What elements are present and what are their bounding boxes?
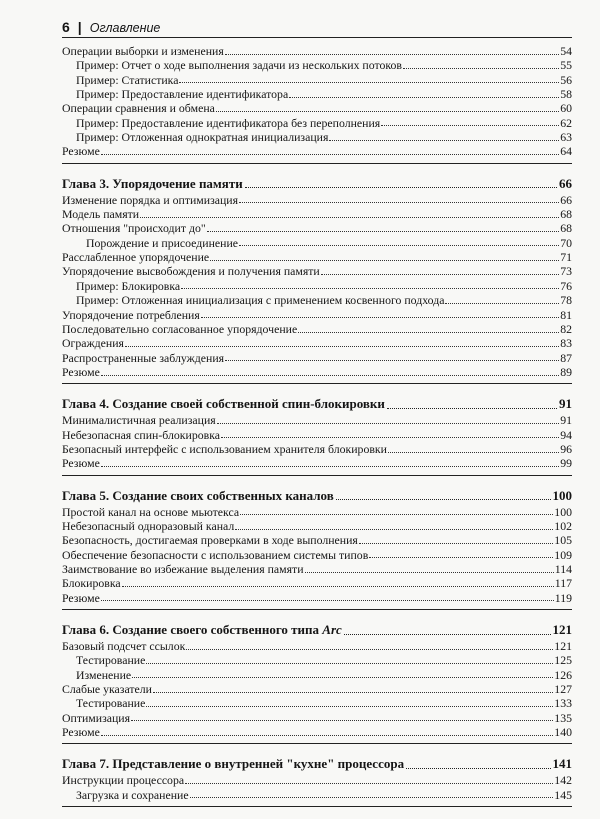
- toc-entry-page-number: 145: [554, 787, 572, 802]
- toc-entry-title: Ограждения: [62, 336, 124, 351]
- dot-leader: [216, 111, 559, 112]
- dot-leader: [298, 332, 559, 333]
- chapter-heading[interactable]: [62, 176, 572, 192]
- toc-entry-title: Резюме: [62, 364, 100, 379]
- toc-entry[interactable]: [62, 264, 572, 278]
- chapter-page-number: 66: [559, 175, 572, 191]
- toc-entry-page-number: 54: [560, 44, 572, 58]
- toc-entry[interactable]: [62, 116, 572, 130]
- toc-entry-title: Тестирование: [76, 696, 146, 711]
- dot-leader: [387, 408, 557, 409]
- toc-entry-page-number: 91: [560, 413, 572, 428]
- toc-entry[interactable]: [62, 87, 572, 101]
- toc-section: [62, 176, 572, 384]
- toc-entry-title: Базовый подсчет ссылок: [62, 639, 186, 653]
- toc-entry-title: Операции сравнения и обмена: [62, 101, 215, 116]
- toc-entry[interactable]: [62, 365, 572, 379]
- toc-entry-page-number: 94: [560, 427, 572, 442]
- toc-section: [62, 756, 572, 807]
- toc-entry-title: Минималистичная реализация: [62, 413, 216, 428]
- toc-entry-page-number: 62: [560, 115, 572, 130]
- toc-entry-title: Резюме: [62, 725, 100, 740]
- dot-leader: [101, 375, 559, 376]
- toc-entry[interactable]: [62, 101, 572, 115]
- toc-entry[interactable]: [62, 44, 572, 58]
- toc-entry[interactable]: [62, 351, 572, 365]
- dot-leader: [181, 288, 559, 289]
- toc-entry-page-number: 89: [560, 364, 572, 379]
- toc-entry-title: Резюме: [62, 590, 100, 605]
- dot-leader: [146, 663, 553, 664]
- toc-entry[interactable]: [62, 548, 572, 562]
- toc-section: [62, 622, 572, 744]
- toc-entry-page-number: 70: [560, 235, 572, 250]
- dot-leader: [369, 557, 553, 558]
- toc-entry-title: Обеспечение безопасности с использованием системы типов: [62, 547, 369, 562]
- toc-entry-page-number: 96: [560, 441, 572, 456]
- toc-entry[interactable]: [62, 519, 572, 533]
- toc-entry-page-number: 78: [560, 293, 572, 308]
- toc-entry[interactable]: [62, 788, 572, 802]
- toc-entry[interactable]: [62, 236, 572, 250]
- toc-entry-page-number: 82: [560, 321, 572, 336]
- dot-leader: [221, 437, 559, 438]
- toc-entry[interactable]: [62, 725, 572, 739]
- dot-leader: [359, 543, 553, 544]
- dot-leader: [329, 140, 559, 141]
- toc-entry-page-number: 56: [560, 72, 572, 87]
- toc-entry-page-number: 99: [560, 456, 572, 471]
- toc-entry[interactable]: [62, 773, 572, 787]
- dot-leader: [101, 154, 559, 155]
- toc-entry-title: Операции выборки и изменения: [62, 44, 224, 58]
- chapter-heading[interactable]: [62, 622, 572, 638]
- toc-entry[interactable]: [62, 456, 572, 470]
- toc-entry-page-number: 58: [560, 87, 572, 102]
- toc-entry[interactable]: [62, 279, 572, 293]
- toc-entry[interactable]: [62, 293, 572, 307]
- toc-entry[interactable]: [62, 336, 572, 350]
- chapter-title: Глава 6. Создание своего собственного типа: [62, 622, 320, 637]
- toc-entry[interactable]: [62, 250, 572, 264]
- chapter-page-number: 91: [559, 396, 572, 412]
- toc-entry[interactable]: [62, 562, 572, 576]
- toc-entry-page-number: 127: [554, 682, 572, 697]
- dot-leader: [153, 692, 553, 693]
- toc-entry-page-number: 114: [554, 561, 572, 576]
- dot-leader: [179, 82, 559, 83]
- dot-leader: [388, 452, 559, 453]
- chapter-heading[interactable]: [62, 756, 572, 772]
- dot-leader: [101, 735, 553, 736]
- toc-entry-title: Оптимизация: [62, 710, 131, 725]
- dot-leader: [240, 514, 553, 515]
- chapter-title-italic: Arc: [322, 622, 342, 637]
- toc-entry-page-number: 83: [560, 336, 572, 351]
- chapter-title: Глава 3. Упорядочение памяти: [62, 175, 243, 191]
- toc-entry-page-number: 60: [560, 101, 572, 116]
- chapter-title: Глава 7. Представление о внутренней "кухне" процессора: [62, 756, 405, 772]
- dot-leader: [403, 68, 559, 69]
- toc-entry-title: Отношения "происходит до": [62, 221, 206, 236]
- toc-entry-page-number: 119: [554, 590, 572, 605]
- toc-entry-page-number: 121: [554, 639, 572, 653]
- toc-entry-title: Безопасный интерфейс с использованием хранителя блокировки: [62, 441, 387, 456]
- toc-entry-page-number: 63: [560, 130, 572, 145]
- toc-entry-title: Тестирование: [76, 653, 146, 668]
- toc-entry[interactable]: [62, 696, 572, 710]
- dot-leader: [207, 231, 560, 232]
- toc-entry[interactable]: [62, 221, 572, 235]
- toc-entry-page-number: 140: [554, 725, 572, 740]
- toc-entry[interactable]: [62, 73, 572, 87]
- toc-entry-title: Небезопасный одноразовый канал: [62, 518, 235, 533]
- toc-entry-page-number: 142: [554, 773, 572, 788]
- dot-leader: [239, 245, 559, 246]
- toc-entry[interactable]: [62, 58, 572, 72]
- toc-entry-page-number: 105: [554, 533, 572, 548]
- toc-entry-title: Инструкции процессора: [62, 773, 185, 788]
- toc-entry[interactable]: [62, 144, 572, 158]
- chapter-page-number: 100: [552, 487, 572, 503]
- dot-leader: [186, 649, 553, 650]
- chapter-title: Глава 5. Создание своих собственных каналов: [62, 487, 334, 503]
- toc-entry-title: Распространенные заблуждения: [62, 350, 225, 365]
- toc-entry-title: Порождение и присоединение: [86, 235, 238, 250]
- page-number: 6: [62, 19, 70, 35]
- toc-entry-title: Слабые указатели: [62, 682, 152, 697]
- toc-entry-title: Блокировка: [62, 576, 121, 591]
- dot-leader: [190, 797, 554, 798]
- chapter-title: Глава 4. Создание своей собственной спин-блокировки: [62, 396, 385, 412]
- toc-entry[interactable]: [62, 711, 572, 725]
- toc-entry[interactable]: [62, 428, 572, 442]
- toc-entry-page-number: 133: [554, 696, 572, 711]
- dot-leader: [140, 217, 559, 218]
- page-header: [62, 16, 572, 38]
- toc-entry[interactable]: [62, 207, 572, 221]
- toc-entry-title: Резюме: [62, 456, 100, 471]
- toc-entry-title: Простой канал на основе мьютекса: [62, 504, 240, 519]
- toc-entry-title: Пример: Блокировка: [76, 278, 181, 293]
- toc-entry-title: Безопасность, достигаемая проверками в ходе выполнения: [62, 533, 358, 548]
- toc-entry-page-number: 100: [554, 504, 572, 519]
- toc-entry[interactable]: [62, 668, 572, 682]
- dot-leader: [101, 466, 559, 467]
- toc-entry[interactable]: [62, 130, 572, 144]
- dot-leader: [245, 187, 557, 188]
- toc-entry-page-number: 66: [560, 192, 572, 207]
- dot-leader: [210, 260, 559, 261]
- dot-leader: [344, 634, 551, 635]
- toc-entry-title: Изменение: [76, 667, 132, 682]
- toc-entry-page-number: 73: [560, 264, 572, 279]
- toc-entry-title: Загрузка и сохранение: [76, 787, 189, 802]
- dot-leader: [235, 529, 553, 530]
- toc-entry-title: Упорядочение потребления: [62, 307, 200, 322]
- toc-entry[interactable]: [62, 442, 572, 456]
- toc-entry-page-number: 76: [560, 278, 572, 293]
- toc-entry-title: Пример: Отложенная инициализация с применением косвенного подхода: [76, 293, 445, 308]
- toc-entry-title: Последовательно согласованное упорядочение: [62, 321, 298, 336]
- toc-entry[interactable]: [62, 533, 572, 547]
- dot-leader: [125, 346, 559, 347]
- dot-leader: [406, 768, 550, 769]
- dot-leader: [132, 677, 553, 678]
- toc-entry-title: Небезопасная спин-блокировка: [62, 427, 220, 442]
- toc-section: [62, 488, 572, 610]
- chapter-page-number: 121: [552, 622, 572, 637]
- toc-entry-page-number: 55: [560, 58, 572, 73]
- dot-leader: [239, 202, 559, 203]
- toc-entry-title: Упорядочение высвобождения и получения памяти: [62, 264, 320, 279]
- toc-entry[interactable]: [62, 682, 572, 696]
- dot-leader: [217, 423, 560, 424]
- dot-leader: [101, 600, 554, 601]
- toc-entry-page-number: 102: [554, 518, 572, 533]
- dot-leader: [305, 572, 554, 573]
- dot-leader: [122, 586, 554, 587]
- chapter-heading[interactable]: [62, 488, 572, 504]
- toc-section: [62, 44, 572, 164]
- toc-entry-page-number: 87: [560, 350, 572, 365]
- running-title: Оглавление: [89, 21, 161, 35]
- toc-entry-page-number: 68: [560, 221, 572, 236]
- toc-entry[interactable]: [62, 322, 572, 336]
- toc-entry[interactable]: [62, 193, 572, 207]
- dot-leader: [289, 97, 559, 98]
- dot-leader: [445, 303, 559, 304]
- toc-entry[interactable]: [62, 413, 572, 427]
- table-of-contents: [62, 44, 572, 819]
- toc-entry-page-number: 135: [554, 710, 572, 725]
- toc-entry[interactable]: [62, 505, 572, 519]
- toc-entry-page-number: 71: [560, 250, 572, 265]
- dot-leader: [225, 360, 559, 361]
- chapter-heading[interactable]: [62, 396, 572, 412]
- toc-entry-page-number: 109: [554, 547, 572, 562]
- toc-entry-page-number: 125: [554, 653, 572, 668]
- dot-leader: [321, 274, 559, 275]
- toc-entry-page-number: 64: [560, 144, 572, 159]
- dot-leader: [225, 54, 559, 55]
- toc-entry[interactable]: [62, 653, 572, 667]
- header-separator: |: [77, 19, 82, 35]
- chapter-page-number: 141: [552, 756, 572, 772]
- toc-entry[interactable]: [62, 576, 572, 590]
- dot-leader: [146, 706, 553, 707]
- toc-entry-title: Пример: Предоставление идентификатора без переполнения: [76, 115, 381, 130]
- toc-entry-title: Изменение порядка и оптимизация: [62, 192, 239, 207]
- toc-entry-page-number: 68: [560, 207, 572, 222]
- toc-section: [62, 396, 572, 475]
- toc-entry-title: Заимствование во избежание выделения памяти: [62, 561, 304, 576]
- toc-entry-page-number: 81: [560, 307, 572, 322]
- toc-entry-title: Модель памяти: [62, 207, 140, 222]
- dot-leader: [381, 125, 559, 126]
- dot-leader: [336, 499, 551, 500]
- toc-entry-title: Резюме: [62, 144, 100, 159]
- dot-leader: [201, 317, 559, 318]
- toc-entry-title: Пример: Отчет о ходе выполнения задачи из нескольких потоков: [76, 58, 402, 73]
- toc-entry-page-number: 117: [554, 576, 572, 591]
- toc-entry-page-number: 126: [554, 667, 572, 682]
- toc-entry-title: Расслабленное упорядочение: [62, 250, 210, 265]
- toc-entry[interactable]: [62, 639, 572, 653]
- toc-entry-title: Пример: Статистика: [76, 72, 179, 87]
- toc-entry-title: Пример: Отложенная однократная инициализация: [76, 130, 329, 145]
- toc-entry-title: Пример: Предоставление идентификатора: [76, 87, 289, 102]
- toc-entry[interactable]: [62, 308, 572, 322]
- toc-entry[interactable]: [62, 591, 572, 605]
- dot-leader: [185, 783, 553, 784]
- dot-leader: [131, 720, 553, 721]
